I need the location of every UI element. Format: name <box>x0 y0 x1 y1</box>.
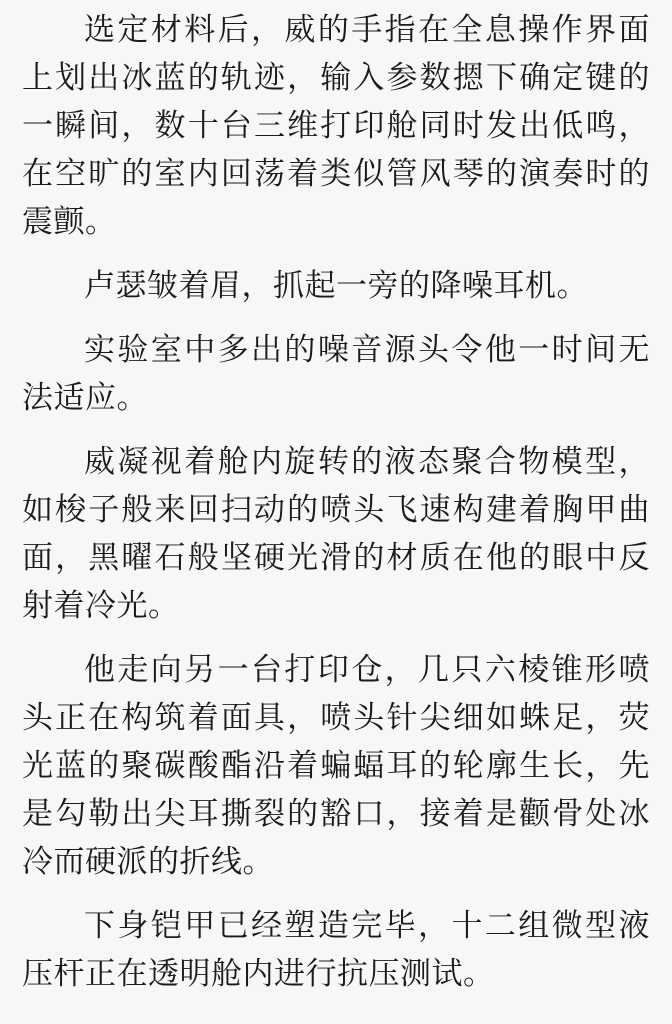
paragraph: 威凝视着舱内旋转的液态聚合物模型，如梭子般来回扫动的喷头飞速构建着胸甲曲面，黑曜石般坚硬光滑的材质在他的眼中反射着冷光。 <box>22 444 650 623</box>
paragraph: 下身铠甲已经塑造完毕，十二组微型液压杆正在透明舱内进行抗压测试。 <box>22 908 650 991</box>
paragraph: 他走向另一台打印仓，几只六棱锥形喷头正在构筑着面具，喷头针尖细如蛛足，荧光蓝的聚碳酸酯沿着蝙蝠耳的轮廓生长，先是勾勒出尖耳撕裂的豁口，接着是颧骨处冰冷而硬派的折线。 <box>22 652 650 879</box>
paragraph: 实验室中多出的噪音源头令他一时间无法适应。 <box>22 332 650 415</box>
paragraph: 选定材料后，威的手指在全息操作界面上划出冰蓝的轨迹，输入参数摁下确定键的一瞬间，数十台三维打印舱同时发出低鸣，在空旷的室内回荡着类似管风琴的演奏时的震颤。 <box>22 12 650 239</box>
paragraph: 卢瑟皱着眉，抓起一旁的降噪耳机。 <box>84 268 588 303</box>
